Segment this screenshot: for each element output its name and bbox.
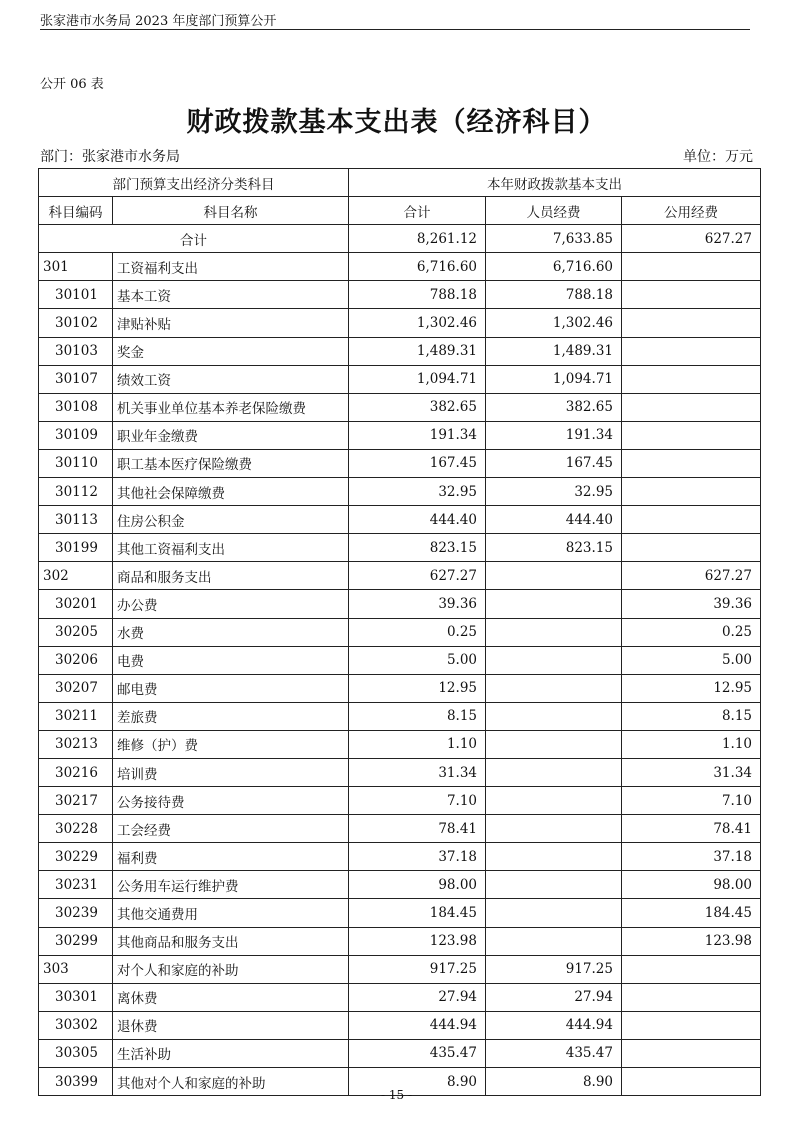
row-total: 191.34 (349, 421, 486, 449)
table-row (39, 843, 761, 871)
row-personnel: 435.47 (486, 1039, 622, 1067)
table-row (39, 253, 761, 281)
table-row (39, 618, 761, 646)
row-personnel (486, 562, 622, 590)
row-personnel: 1,302.46 (486, 309, 622, 337)
row-personnel: 444.94 (486, 1011, 622, 1039)
row-name: 绩效工资 (113, 365, 349, 393)
row-code: 30207 (39, 674, 113, 702)
row-name: 邮电费 (113, 674, 349, 702)
table-row (39, 1011, 761, 1039)
row-total: 382.65 (349, 393, 486, 421)
table-row (39, 955, 761, 983)
row-name: 办公费 (113, 590, 349, 618)
row-total: 31.34 (349, 758, 486, 786)
row-public: 184.45 (622, 899, 761, 927)
row-name: 水费 (113, 618, 349, 646)
row-name: 职工基本医疗保险缴费 (113, 449, 349, 477)
running-header: 张家港市水务局 2023 年度部门预算公开 (40, 14, 277, 29)
row-code: 30101 (39, 281, 113, 309)
row-total: 1,489.31 (349, 337, 486, 365)
header-group-row (39, 169, 761, 197)
row-public: 0.25 (622, 618, 761, 646)
table-row (39, 393, 761, 421)
total-row-label: 合计 (39, 225, 349, 253)
row-public (622, 393, 761, 421)
table-row (39, 674, 761, 702)
table-row (39, 506, 761, 534)
group-header-classification: 部门预算支出经济分类科目 (39, 169, 349, 197)
row-code: 30199 (39, 534, 113, 562)
row-name: 生活补助 (113, 1039, 349, 1067)
row-total: 167.45 (349, 449, 486, 477)
row-total: 917.25 (349, 955, 486, 983)
row-public: 98.00 (622, 871, 761, 899)
row-code: 30107 (39, 365, 113, 393)
row-personnel (486, 843, 622, 871)
row-public (622, 478, 761, 506)
row-code: 30201 (39, 590, 113, 618)
table-row (39, 590, 761, 618)
total-row-public: 627.27 (622, 225, 761, 253)
row-public: 7.10 (622, 787, 761, 815)
row-name: 工会经费 (113, 815, 349, 843)
row-public: 5.00 (622, 646, 761, 674)
row-personnel: 8.90 (486, 1068, 622, 1096)
row-name: 培训费 (113, 758, 349, 786)
row-code: 30305 (39, 1039, 113, 1067)
row-total: 1.10 (349, 730, 486, 758)
row-total: 6,716.60 (349, 253, 486, 281)
column-header-name: 科目名称 (113, 197, 349, 225)
row-public (622, 534, 761, 562)
row-code: 30213 (39, 730, 113, 758)
row-personnel: 917.25 (486, 955, 622, 983)
row-code: 30302 (39, 1011, 113, 1039)
row-personnel: 27.94 (486, 983, 622, 1011)
row-code: 301 (39, 253, 113, 281)
row-personnel: 32.95 (486, 478, 622, 506)
department-label: 部门：张家港市水务局 (40, 149, 180, 165)
row-personnel (486, 646, 622, 674)
row-total: 8.90 (349, 1068, 486, 1096)
row-personnel (486, 674, 622, 702)
row-personnel: 191.34 (486, 421, 622, 449)
row-public: 31.34 (622, 758, 761, 786)
unit-label: 单位：万元 (683, 149, 753, 165)
form-number: 公开 06 表 (40, 77, 104, 92)
row-personnel: 1,489.31 (486, 337, 622, 365)
column-header-code: 科目编码 (39, 197, 113, 225)
row-public (622, 309, 761, 337)
table-row (39, 309, 761, 337)
page-number: - 15 - (380, 1088, 412, 1102)
column-header-total: 合计 (349, 197, 486, 225)
row-total: 0.25 (349, 618, 486, 646)
row-personnel: 382.65 (486, 393, 622, 421)
row-public (622, 1039, 761, 1067)
row-public: 12.95 (622, 674, 761, 702)
row-personnel (486, 899, 622, 927)
table-row (39, 983, 761, 1011)
row-name: 福利费 (113, 843, 349, 871)
row-name: 基本工资 (113, 281, 349, 309)
table-row (39, 927, 761, 955)
row-code: 30231 (39, 871, 113, 899)
row-public (622, 1011, 761, 1039)
column-header-personnel: 人员经费 (486, 197, 622, 225)
row-public (622, 253, 761, 281)
group-header-expenditure: 本年财政拨款基本支出 (349, 169, 761, 197)
row-personnel (486, 815, 622, 843)
total-row-total: 8,261.12 (349, 225, 486, 253)
row-total: 788.18 (349, 281, 486, 309)
row-name: 维修（护）费 (113, 730, 349, 758)
row-personnel: 444.40 (486, 506, 622, 534)
table-row (39, 281, 761, 309)
table-body (39, 225, 761, 1096)
row-personnel (486, 730, 622, 758)
row-personnel: 823.15 (486, 534, 622, 562)
row-code: 30110 (39, 449, 113, 477)
row-total: 823.15 (349, 534, 486, 562)
column-header-public: 公用经费 (622, 197, 761, 225)
row-total: 1,094.71 (349, 365, 486, 393)
row-total: 435.47 (349, 1039, 486, 1067)
row-code: 30239 (39, 899, 113, 927)
row-total: 32.95 (349, 478, 486, 506)
total-row (39, 225, 761, 253)
row-public (622, 281, 761, 309)
row-personnel: 788.18 (486, 281, 622, 309)
row-public: 1.10 (622, 730, 761, 758)
row-name: 对个人和家庭的补助 (113, 955, 349, 983)
row-name: 公务接待费 (113, 787, 349, 815)
table-row (39, 478, 761, 506)
row-public (622, 955, 761, 983)
row-code: 30103 (39, 337, 113, 365)
table-row (39, 365, 761, 393)
header-column-row (39, 197, 761, 225)
row-code: 30102 (39, 309, 113, 337)
row-personnel (486, 618, 622, 646)
row-code: 30206 (39, 646, 113, 674)
row-public: 39.36 (622, 590, 761, 618)
row-personnel (486, 927, 622, 955)
row-total: 444.40 (349, 506, 486, 534)
row-name: 退休费 (113, 1011, 349, 1039)
row-name: 其他商品和服务支出 (113, 927, 349, 955)
row-code: 30301 (39, 983, 113, 1011)
row-name: 住房公积金 (113, 506, 349, 534)
row-total: 39.36 (349, 590, 486, 618)
row-total: 8.15 (349, 702, 486, 730)
total-row-personnel: 7,633.85 (486, 225, 622, 253)
row-public (622, 983, 761, 1011)
table-row (39, 646, 761, 674)
document-title: 财政拨款基本支出表（经济科目） (186, 107, 607, 138)
row-name: 电费 (113, 646, 349, 674)
row-total: 78.41 (349, 815, 486, 843)
row-public: 123.98 (622, 927, 761, 955)
row-total: 627.27 (349, 562, 486, 590)
row-name: 职业年金缴费 (113, 421, 349, 449)
row-name: 其他对个人和家庭的补助 (113, 1068, 349, 1096)
row-personnel (486, 702, 622, 730)
row-personnel (486, 787, 622, 815)
row-public (622, 449, 761, 477)
row-personnel (486, 871, 622, 899)
row-code: 30211 (39, 702, 113, 730)
row-code: 30113 (39, 506, 113, 534)
row-personnel (486, 590, 622, 618)
table-row (39, 421, 761, 449)
row-code: 30299 (39, 927, 113, 955)
row-public (622, 337, 761, 365)
row-public (622, 506, 761, 534)
row-public: 627.27 (622, 562, 761, 590)
row-total: 37.18 (349, 843, 486, 871)
row-code: 30205 (39, 618, 113, 646)
row-code: 303 (39, 955, 113, 983)
row-total: 444.94 (349, 1011, 486, 1039)
row-code: 30109 (39, 421, 113, 449)
row-total: 12.95 (349, 674, 486, 702)
row-total: 7.10 (349, 787, 486, 815)
row-name: 离休费 (113, 983, 349, 1011)
table-row (39, 534, 761, 562)
row-name: 其他交通费用 (113, 899, 349, 927)
table-row (39, 871, 761, 899)
row-public: 8.15 (622, 702, 761, 730)
row-name: 差旅费 (113, 702, 349, 730)
table-row (39, 758, 761, 786)
row-name: 津贴补贴 (113, 309, 349, 337)
row-code: 30399 (39, 1068, 113, 1096)
table-row (39, 787, 761, 815)
row-code: 30229 (39, 843, 113, 871)
row-code: 30112 (39, 478, 113, 506)
row-total: 184.45 (349, 899, 486, 927)
row-name: 公务用车运行维护费 (113, 871, 349, 899)
row-personnel: 6,716.60 (486, 253, 622, 281)
row-public: 78.41 (622, 815, 761, 843)
row-name: 其他工资福利支出 (113, 534, 349, 562)
row-name: 商品和服务支出 (113, 562, 349, 590)
row-total: 5.00 (349, 646, 486, 674)
row-code: 30108 (39, 393, 113, 421)
row-personnel (486, 758, 622, 786)
table-row (39, 562, 761, 590)
row-personnel: 167.45 (486, 449, 622, 477)
table-row (39, 702, 761, 730)
row-code: 30217 (39, 787, 113, 815)
row-personnel: 1,094.71 (486, 365, 622, 393)
table-row (39, 730, 761, 758)
row-name: 其他社会保障缴费 (113, 478, 349, 506)
budget-table (38, 168, 761, 1096)
row-public (622, 421, 761, 449)
row-code: 30228 (39, 815, 113, 843)
table-row (39, 899, 761, 927)
row-name: 工资福利支出 (113, 253, 349, 281)
row-name: 机关事业单位基本养老保险缴费 (113, 393, 349, 421)
row-public (622, 365, 761, 393)
row-code: 30216 (39, 758, 113, 786)
table-row (39, 815, 761, 843)
row-public: 37.18 (622, 843, 761, 871)
row-total: 1,302.46 (349, 309, 486, 337)
row-total: 98.00 (349, 871, 486, 899)
table-row (39, 337, 761, 365)
table-row (39, 449, 761, 477)
header-rule (40, 29, 750, 30)
table-row (39, 1039, 761, 1067)
row-total: 123.98 (349, 927, 486, 955)
row-name: 奖金 (113, 337, 349, 365)
row-code: 302 (39, 562, 113, 590)
row-total: 27.94 (349, 983, 486, 1011)
